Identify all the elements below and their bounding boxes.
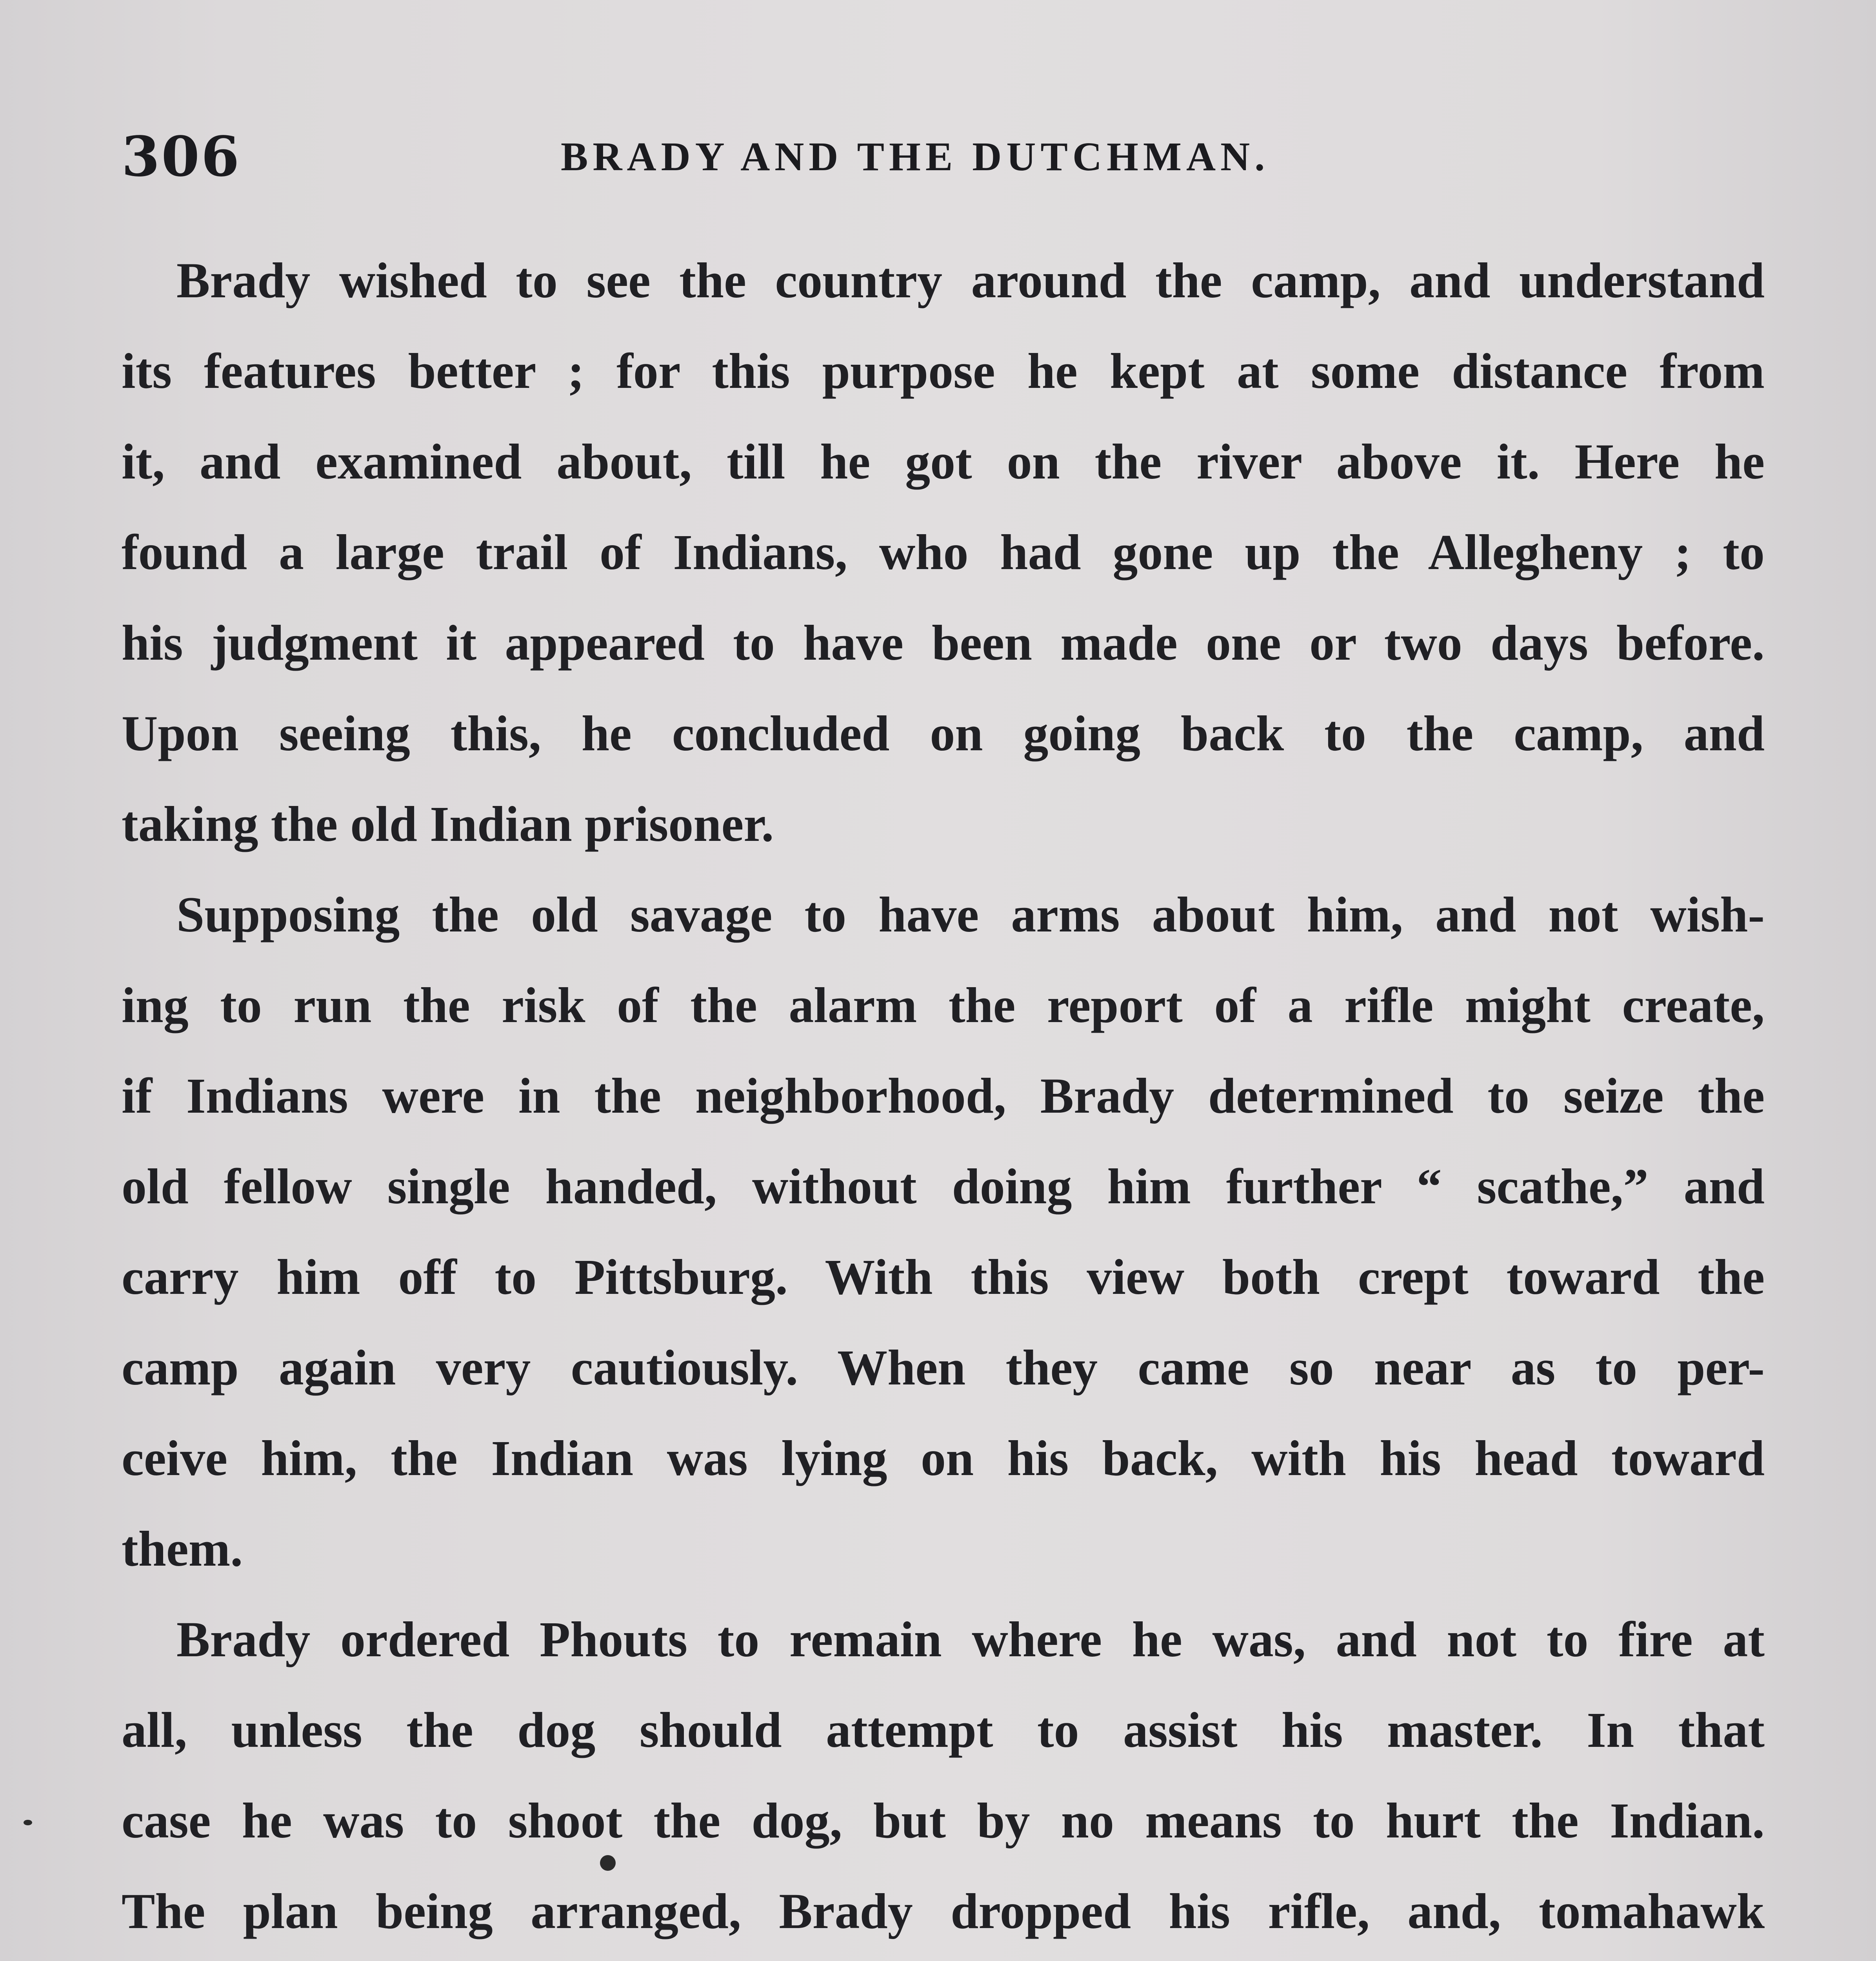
text-line: carry him off to Pittsburg. With this view both crept toward the — [122, 1249, 1765, 1305]
text-line: camp again very cautiously. When they came so near as to per- — [122, 1340, 1765, 1395]
running-title: BRADY AND THE DUTCHMAN. — [561, 134, 1270, 179]
text-line — [122, 1957, 1765, 1961]
text-line: Upon seeing this, he concluded on going back to the camp, and — [122, 706, 1765, 761]
ink-speck — [24, 1820, 32, 1825]
text-line: ceive him, the Indian was lying on his back, with his head toward — [122, 1430, 1765, 1486]
text-line: taking the old Indian prisoner. — [122, 796, 774, 852]
text-line: all, unless the dog should attempt to assist his master. In that — [122, 1702, 1765, 1758]
text-line: it, and examined about, till he got on the river above it. Here he — [122, 434, 1765, 489]
text-line: Brady ordered Phouts to remain where he was, and not to fire at — [176, 1612, 1765, 1667]
ink-speck — [600, 1855, 616, 1871]
text-line: old fellow single handed, without doing him further “ scathe,” and — [122, 1159, 1765, 1214]
text-line: his judgment it appeared to have been made one or two days before. — [122, 615, 1765, 671]
text-line: The plan being arranged, Brady dropped his rifle, and, tomahawk — [122, 1883, 1765, 1939]
text-line: if Indians were in the neighborhood, Brady determined to seize the — [122, 1068, 1765, 1124]
page-header — [122, 118, 1765, 188]
text-line: them. — [122, 1521, 243, 1577]
text-line: Brady wished to see the country around the camp, and understand — [176, 253, 1765, 308]
text-line: case he was to shoot the dog, but by no means to hurt the Indian. — [122, 1793, 1765, 1848]
text-line: ing to run the risk of the alarm the report of a rifle might create, — [122, 977, 1765, 1033]
text-line: its features better ; for this purpose he kept at some distance from — [122, 343, 1765, 399]
text-line: Supposing the old savage to have arms about him, and not wish- — [176, 887, 1765, 942]
text-line: found a large trail of Indians, who had gone up the Allegheny ; to — [122, 524, 1765, 580]
page-number: 306 — [122, 125, 241, 189]
body-text — [122, 235, 1765, 1961]
